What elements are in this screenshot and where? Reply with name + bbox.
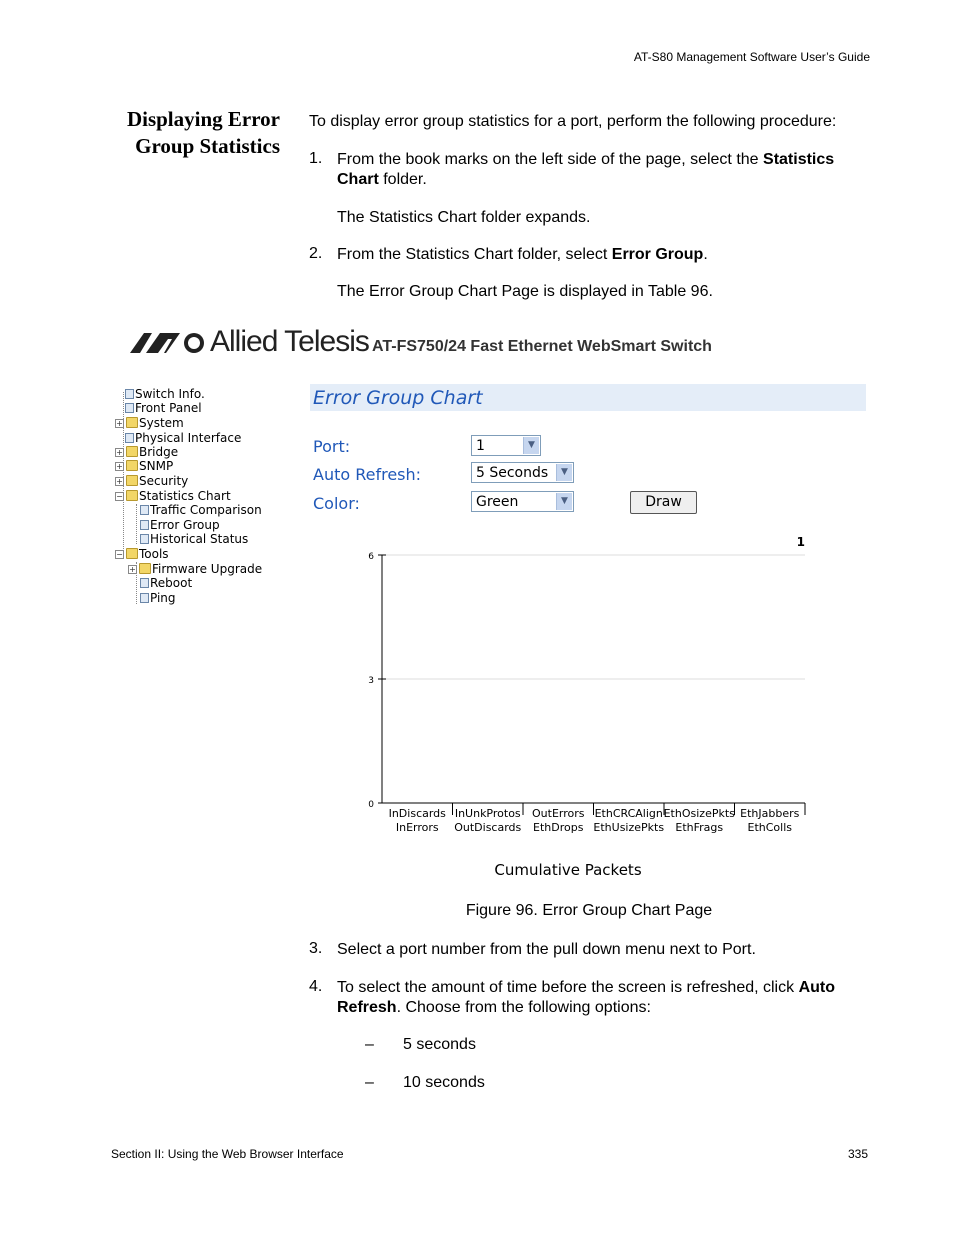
tree-item-bridge[interactable] <box>115 445 178 459</box>
expand-icon[interactable]: + <box>116 477 123 486</box>
step-text-part: To select the amount of time before the screen is refreshed, click <box>337 979 799 996</box>
tree-item-switch-info[interactable] <box>125 387 205 401</box>
auto-refresh-label: Auto Refresh: <box>313 465 422 484</box>
collapse-icon[interactable]: − <box>116 550 123 559</box>
tree-item-label: Security <box>139 474 189 488</box>
x-tick-label: OutDiscards <box>454 821 522 834</box>
expand-icon[interactable]: + <box>116 419 123 428</box>
port-select[interactable] <box>471 435 541 456</box>
option-item: 5 seconds <box>403 1036 476 1053</box>
option-dash: – <box>365 1074 374 1091</box>
section-title-line1: Displaying Error <box>126 107 280 131</box>
folder-icon <box>126 446 138 457</box>
port-select-value: 1 <box>476 438 485 454</box>
tree-item-label: Reboot <box>150 576 193 590</box>
page-icon <box>140 593 149 603</box>
page-number: 335 <box>847 1147 868 1161</box>
x-tick-label: EthUsizePkts <box>593 821 665 834</box>
navigation-tree <box>114 386 284 611</box>
option-item: 10 seconds <box>403 1074 485 1091</box>
tree-item-label: Statistics Chart <box>139 489 231 503</box>
figure-caption: Figure 96. Error Group Chart Page <box>465 902 713 919</box>
expand-icon[interactable]: + <box>116 462 123 471</box>
product-name: AT-FS750/24 Fast Ethernet WebSmart Switch <box>372 338 712 355</box>
tree-item-error-group[interactable] <box>140 518 220 532</box>
step-number: 4. <box>309 978 323 995</box>
folder-icon <box>139 563 151 574</box>
x-axis-title: Cumulative Packets <box>494 861 642 879</box>
allied-telesis-logo-icon <box>128 331 208 355</box>
tree-item-label: Firmware Upgrade <box>152 562 263 576</box>
x-tick-label: EthJabbers <box>740 807 800 820</box>
tree-item-label: Traffic Comparison <box>150 503 262 517</box>
x-tick-label: EthFrags <box>675 821 724 834</box>
error-group-chart <box>360 532 820 882</box>
page-icon <box>140 520 149 530</box>
tree-item-firmware-upgrade[interactable] <box>128 562 262 576</box>
y-tick-label: 3 <box>368 676 374 686</box>
step-text <box>337 150 872 190</box>
auto-refresh-select-value: 5 Seconds <box>476 465 549 481</box>
chevron-down-icon[interactable]: ▼ <box>556 493 572 510</box>
page-icon <box>140 578 149 588</box>
x-tick-label: InErrors <box>395 821 439 834</box>
expand-icon[interactable]: + <box>129 565 136 574</box>
chevron-down-icon[interactable]: ▼ <box>523 437 539 454</box>
tree-item-tools[interactable] <box>115 547 169 561</box>
page-icon <box>140 534 149 544</box>
tree-item-label: Switch Info. <box>135 387 205 401</box>
intro-paragraph: To display error group statistics for a port, perform the following procedure: <box>309 113 837 130</box>
y-tick-label: 0 <box>368 800 374 810</box>
auto-refresh-select[interactable] <box>471 462 574 483</box>
step-note: The Statistics Chart folder expands. <box>337 209 591 226</box>
x-tick-label: EthColls <box>747 821 792 834</box>
step-text-part: . <box>703 246 708 263</box>
open-folder-icon <box>126 490 138 501</box>
footer-section: Section II: Using the Web Browser Interface <box>111 1147 344 1161</box>
tree-item-label: System <box>139 416 184 430</box>
page-icon <box>140 505 149 515</box>
option-dash: – <box>365 1036 374 1053</box>
step-text-bold: Statistics <box>763 151 835 168</box>
step-text-bold: Auto <box>798 979 835 996</box>
step-text-part: . Choose from the following options: <box>396 999 651 1016</box>
step-text <box>337 245 708 265</box>
x-tick-label: InDiscards <box>388 807 446 820</box>
chevron-down-icon[interactable]: ▼ <box>556 464 572 481</box>
tree-item-label: Error Group <box>150 518 220 532</box>
tree-item-statistics-chart[interactable] <box>115 489 231 503</box>
x-tick-label: OutErrors <box>532 807 585 820</box>
step-text-bold: Chart <box>337 171 379 188</box>
page-icon <box>125 389 134 399</box>
running-header: AT-S80 Management Software User’s Guide <box>633 50 870 64</box>
y-tick-label: 6 <box>368 552 374 562</box>
port-label: Port: <box>313 437 351 456</box>
tree-item-label: SNMP <box>139 459 174 473</box>
brand-banner <box>128 325 768 365</box>
color-label: Color: <box>313 494 360 513</box>
collapse-icon[interactable]: − <box>116 492 123 501</box>
tree-item-label: Bridge <box>139 445 179 459</box>
tree-item-label: Physical Interface <box>135 431 242 445</box>
tree-item-label: Tools <box>139 547 169 561</box>
folder-icon <box>126 417 138 428</box>
step-number: 1. <box>309 150 323 167</box>
x-tick-label: EthCRCAlign <box>594 807 663 820</box>
chart-corner-label: 1 <box>796 535 805 549</box>
color-select-value: Green <box>476 494 519 510</box>
tree-item-physical-interface[interactable] <box>125 431 241 445</box>
expand-icon[interactable]: + <box>116 448 123 457</box>
page-icon <box>125 433 134 443</box>
step-text-bold: Refresh <box>337 999 397 1016</box>
section-title-line2: Group Statistics <box>135 134 280 158</box>
section-title <box>100 106 280 160</box>
step-text-bold: Error Group <box>611 246 704 263</box>
tree-item-label: Historical Status <box>150 532 249 546</box>
step-note: The Error Group Chart Page is displayed in Table 96. <box>337 283 713 300</box>
tree-item-front-panel[interactable] <box>125 401 202 415</box>
tree-item-reboot[interactable] <box>140 576 192 590</box>
x-tick-label: InUnkProtos <box>454 807 521 820</box>
page-icon <box>125 403 134 413</box>
brand-name: Allied Telesis <box>210 325 369 358</box>
x-tick-label: EthDrops <box>533 821 584 834</box>
folder-icon <box>126 460 138 471</box>
open-folder-icon <box>126 548 138 559</box>
step-text <box>337 978 872 1018</box>
step-text: Select a port number from the pull down menu next to Port. <box>337 941 756 958</box>
draw-button[interactable]: Draw <box>630 491 697 514</box>
x-tick-label: EthOsizePkts <box>663 807 735 820</box>
step-text-part: folder. <box>378 171 427 188</box>
panel-title-bar <box>310 384 866 411</box>
panel-title: Error Group Chart <box>313 387 483 409</box>
step-text-part: From the book marks on the left side of the page, select the <box>337 151 764 168</box>
step-text-part: From the Statistics Chart folder, select <box>337 246 612 263</box>
step-number: 3. <box>309 940 323 957</box>
tree-item-ping[interactable] <box>140 591 176 605</box>
tree-item-security[interactable] <box>115 474 188 488</box>
tree-item-snmp[interactable] <box>115 459 173 473</box>
tree-item-label: Front Panel <box>135 401 202 415</box>
tree-item-historical-status[interactable] <box>140 532 248 546</box>
tree-item-system[interactable] <box>115 416 184 430</box>
tree-item-traffic-comparison[interactable] <box>140 503 262 517</box>
folder-icon <box>126 475 138 486</box>
color-select[interactable] <box>471 491 574 512</box>
step-number: 2. <box>309 245 323 262</box>
tree-item-label: Ping <box>150 591 176 605</box>
